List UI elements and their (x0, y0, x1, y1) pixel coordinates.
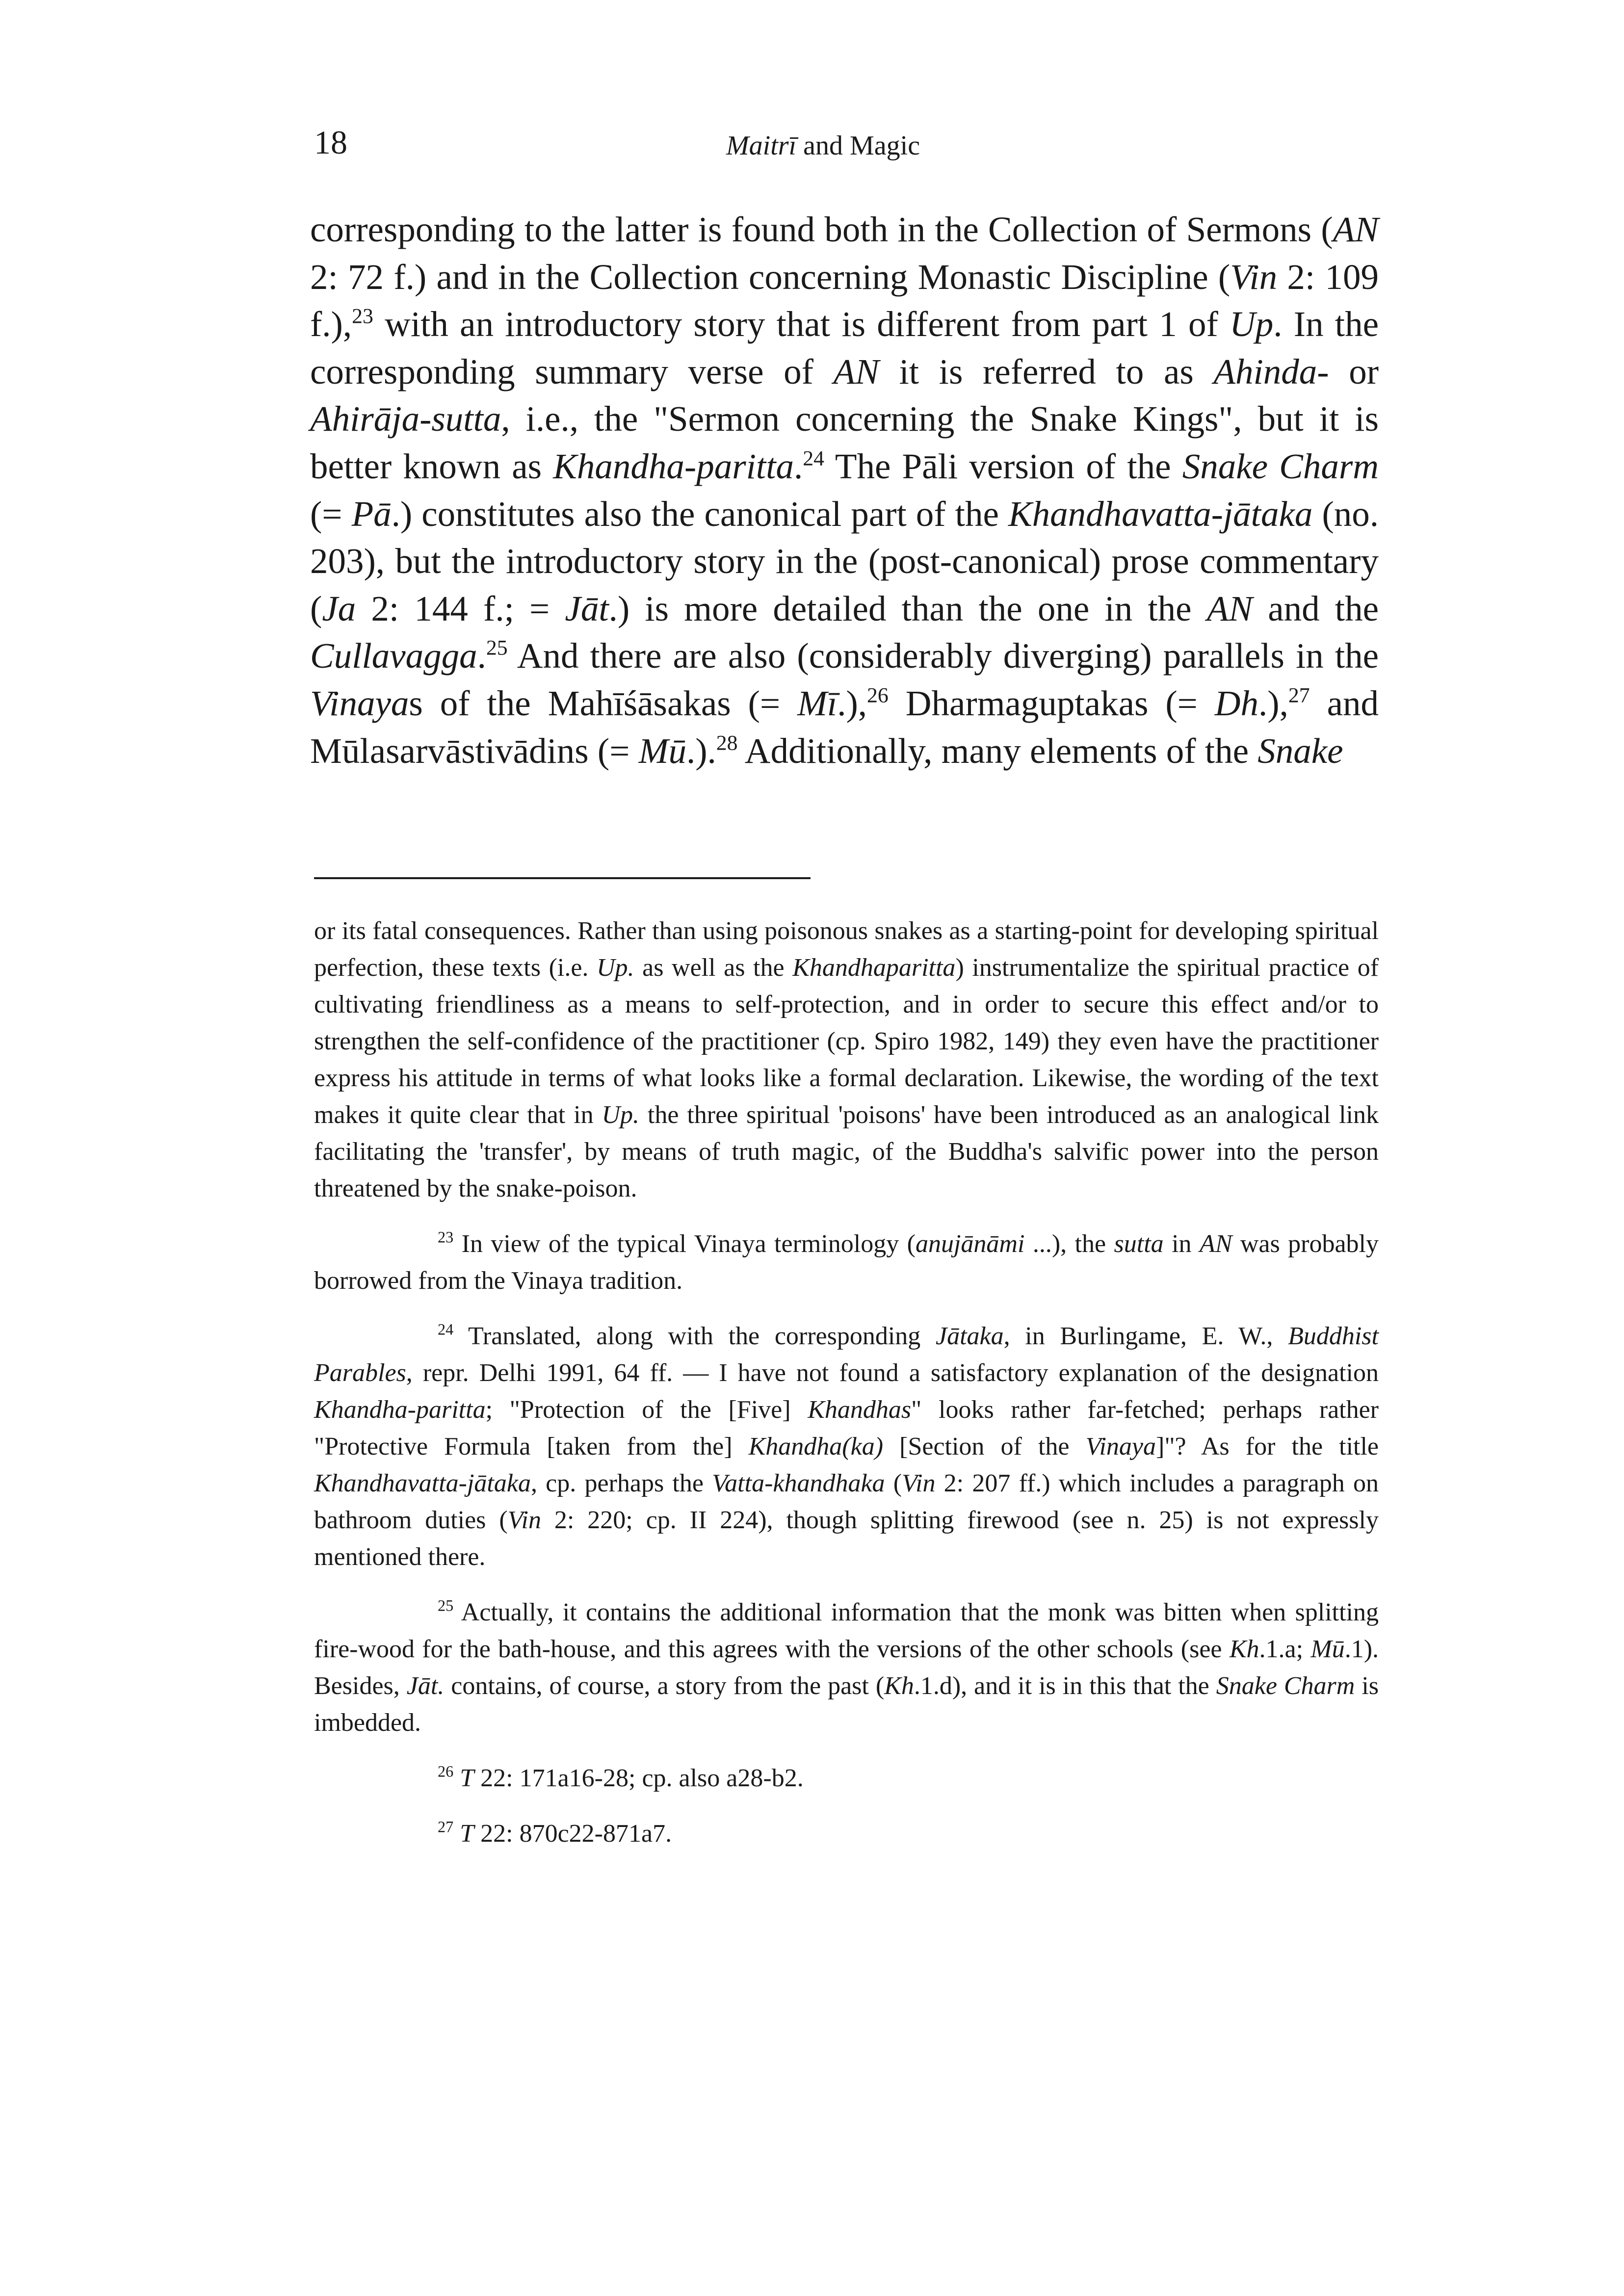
body-text: , i.e., the "Sermon concerning the Snake Kings", but it is better known as (310, 399, 1379, 486)
body-text: and the (1253, 588, 1379, 628)
footnote-text: the three spiritual 'poisons' have been introduced as an analogical link facilitating the 'transfer', by means of truth magic, of the Buddha's salvific power into the person threatened by the snake-poison. (314, 1101, 1379, 1202)
footnote-ref: 25 (486, 636, 508, 660)
footnote-italic: Khandha-paritta (314, 1396, 486, 1424)
body-text: or (1329, 351, 1379, 391)
footnote (314, 1226, 1379, 1299)
footnote-italic: Khandhas (808, 1396, 912, 1424)
body-text: Dharmaguptakas (= (888, 683, 1215, 723)
body-italic: AN (1206, 588, 1253, 628)
footnote-italic: Vatta-khandhaka (712, 1469, 885, 1497)
body-italic: Khandhavatta-jātaka (1008, 494, 1313, 534)
running-head-rest: and Magic (796, 130, 920, 161)
main-text (310, 206, 1379, 775)
footnote (314, 1760, 1379, 1797)
footnotes (314, 913, 1379, 1871)
footnote-italic: T (460, 1820, 474, 1848)
footnote-text: as well as the (634, 954, 793, 982)
footnote-text: in (1163, 1230, 1200, 1258)
footnote-text (453, 1764, 460, 1792)
body-italic: AN (1333, 209, 1379, 249)
body-italic: Ahinda- (1213, 351, 1329, 391)
body-text: .) constitutes also the canonical part of the (391, 494, 1008, 534)
footnote (314, 1318, 1379, 1575)
body-text: (= (310, 494, 352, 534)
footnote-ref: 23 (352, 304, 373, 328)
footnote-text: contains, of course, a story from the past ( (444, 1672, 885, 1700)
body-italic: Dh (1214, 683, 1259, 723)
footnote-text: 2: 207 ff.) which includes a paragraph on bathroom duties ( (314, 1469, 1379, 1534)
footnote-ref: 27 (438, 1818, 454, 1836)
footnote-ref: 28 (716, 731, 738, 755)
footnote-ref: 26 (867, 683, 889, 707)
footnote-italic: Up. (602, 1101, 640, 1129)
footnote-text: 2: 220; cp. II 224), though splitting firewood (see n. 25) is not expressly mentioned there. (314, 1506, 1379, 1571)
footnote-text: ; "Protection of the [Five] (485, 1396, 808, 1424)
footnote-text: 22: 171a16-28; cp. also a28-b2. (474, 1764, 804, 1792)
footnote-text: , repr. Delhi 1991, 64 ff. — I have not found a satisfactory explanation of the designation (406, 1359, 1379, 1387)
body-italic: Snake (1257, 731, 1343, 771)
footnote-italic: Vin (507, 1506, 542, 1534)
body-italic: Ja (322, 588, 356, 628)
body-text: s of the Mahīśāsakas (= (409, 683, 798, 723)
body-text: .), (837, 683, 867, 723)
footnote-italic: Jātaka (935, 1322, 1004, 1350)
footnote-text: was probably borrowed from the Vinaya tradition. (314, 1230, 1379, 1295)
body-text: corresponding to the latter is found both in the Collection of Sermons ( (310, 209, 1333, 249)
body-italic: Snake Charm (1182, 446, 1379, 486)
footnote-text: 22: 870c22-871a7. (474, 1820, 672, 1848)
footnote-italic: Snake Charm (1216, 1672, 1355, 1700)
footnote-text (453, 1820, 460, 1848)
body-italic: Vin (1230, 257, 1278, 297)
footnote-text: ...), the (1024, 1230, 1114, 1258)
footnote-text: .1). Besides, (314, 1635, 1379, 1700)
footnote-ref: 27 (1288, 683, 1310, 707)
body-text: and Mūlasarvāstivādins (= (310, 683, 1379, 771)
footnote-italic: Up. (597, 954, 634, 982)
body-text: .). (686, 731, 716, 771)
footnote-text: .1.a; (1259, 1635, 1311, 1663)
footnote-ref: 24 (803, 446, 825, 470)
footnote-italic: Kh (1229, 1635, 1259, 1663)
footnote-ref: 25 (438, 1596, 454, 1615)
footnote-italic: Khandhavatta-jātaka (314, 1469, 531, 1497)
running-head-italic: Maitrī (726, 130, 797, 161)
body-text: The Pāli version of the (824, 446, 1182, 486)
footnote-text: In view of the typical Vinaya terminology ( (453, 1230, 916, 1258)
body-italic: Mī (797, 683, 838, 723)
footnote-italic: sutta (1114, 1230, 1164, 1258)
footnote-italic: T (460, 1764, 474, 1792)
footnote-text: " looks rather far-fetched; perhaps rather "Protective Formula [taken from the] (314, 1396, 1379, 1461)
body-text: Additionally, many elements of the (737, 731, 1258, 771)
footnote-italic: Kh (884, 1672, 914, 1700)
footnote-italic: Vin (902, 1469, 936, 1497)
footnote-ref: 26 (438, 1762, 454, 1780)
body-text: .), (1258, 683, 1288, 723)
page-number: 18 (314, 124, 347, 161)
footnote-italic: Vinaya (1085, 1433, 1156, 1461)
footnote-separator (314, 877, 811, 879)
footnote-italic: anujānāmi (915, 1230, 1025, 1258)
footnote-italic: Khandha(ka) (748, 1433, 884, 1461)
body-italic: Mū (638, 731, 686, 771)
body-text: 2: 144 f.; = (356, 588, 565, 628)
footnote (314, 1594, 1379, 1741)
body-text: . (477, 636, 486, 676)
footnote-text: Translated, along with the corresponding (453, 1322, 936, 1350)
body-text: it is referred to as (879, 351, 1214, 391)
body-italic: Jāt (565, 588, 609, 628)
footnote-text: , in Burlingame, E. W., (1003, 1322, 1288, 1350)
footnote-continuation (314, 913, 1379, 1207)
footnote-italic: Mū (1310, 1635, 1345, 1663)
body-italic: Ahirāja-sutta (310, 399, 501, 439)
footnote-text: or its fatal consequences. Rather than using poisonous snakes as a starting-point for developing spiritual perfection, these texts (i.e. (314, 917, 1379, 982)
body-text: .) is more detailed than the one in the (608, 588, 1207, 628)
body-text: with an introductory story that is different from part 1 of (373, 304, 1230, 344)
footnote-text: , cp. perhaps the (530, 1469, 712, 1497)
footnote-ref: 23 (438, 1228, 454, 1246)
body-italic: AN (833, 351, 879, 391)
footnote-italic: Buddhist Parables (314, 1322, 1379, 1387)
footnote-text: .1.d), and it is in this that the (914, 1672, 1216, 1700)
footnote-text: is imbedded. (314, 1672, 1379, 1737)
footnote-text: [Section of the (883, 1433, 1086, 1461)
footnote-italic: Jāt. (406, 1672, 445, 1700)
body-italic: Up (1230, 304, 1274, 344)
footnote-text: ) instrumentalize the spiritual practice of cultivating friendliness as a means to self-protection, and in order to secure this effect and/or to strengthen the self-confidence of the practitioner (cp. Spiro 1982, 149) they even have the practitioner express his attitude in terms of what looks like a formal declaration. Likewise, the wording of the text makes it quite clear that in (314, 954, 1379, 1129)
body-italic: Cullavagga (310, 636, 477, 676)
body-italic: Pā (351, 494, 392, 534)
body-text: 2: 109 f.), (310, 257, 1379, 344)
body-text: . In the corresponding summary verse of (310, 304, 1379, 391)
body-italic: Khandha-paritta (553, 446, 794, 486)
footnote (314, 1815, 1379, 1852)
body-text: . (793, 446, 803, 486)
footnote-text: Actually, it contains the additional information that the monk was bitten when splitting fire-wood for the bath-house, and this agrees with the versions of the other schools (see (314, 1598, 1379, 1663)
footnote-italic: AN (1199, 1230, 1232, 1258)
footnote-text: ]"? As for the title (1156, 1433, 1379, 1461)
footnote-italic: Khandhaparitta (792, 954, 956, 982)
body-text: (no. 203), but the introductory story in the (post-canonical) prose commentary ( (310, 494, 1379, 628)
running-head (726, 129, 920, 163)
footnote-ref: 24 (438, 1320, 454, 1338)
body-italic: Vinaya (310, 683, 409, 723)
body-paragraph (310, 206, 1379, 775)
footnote-text: ( (885, 1469, 902, 1497)
body-text: 2: 72 f.) and in the Collection concerning Monastic Discipline ( (310, 257, 1231, 297)
body-text: And there are also (considerably diverging) parallels in the (507, 636, 1379, 676)
